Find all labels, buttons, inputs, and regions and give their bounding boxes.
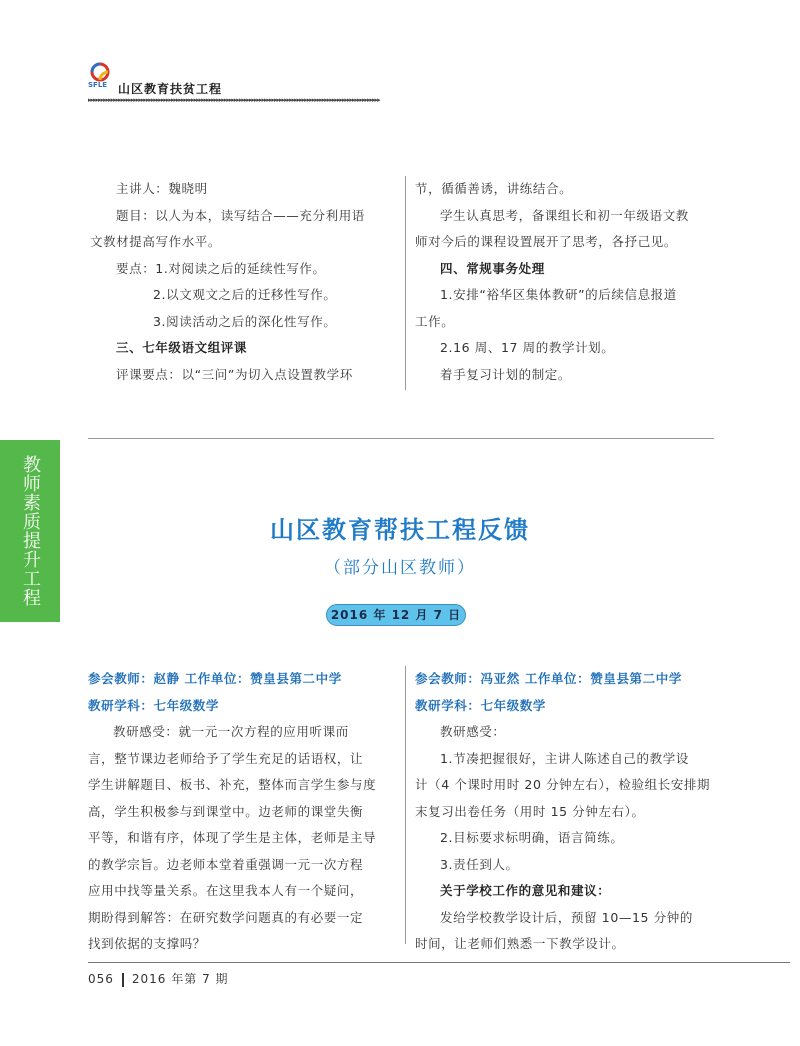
left-body-line: 学生讲解题目、板书、补充，整体而言学生参与度 <box>88 777 377 792</box>
right-line-7: 2.16 周、17 周的教学计划。 <box>440 340 615 355</box>
left-body-line: 平等，和谐有序，体现了学生是主体，老师是主导 <box>88 830 377 845</box>
right-body-line: 2.目标要求标明确，语言简练。 <box>440 830 624 845</box>
section-title: 山区教育帮扶工程反馈 <box>270 516 530 544</box>
right-body-line: 末复习出卷任务（用时 15 分钟左右）。 <box>415 803 645 819</box>
speaker-line: 主讲人：魏晓明 <box>116 181 208 196</box>
header-dotted-divider: ▸▸▸▸▸▸▸▸▸▸▸▸▸▸▸▸▸▸▸▸▸▸▸▸▸▸▸▸▸▸▸▸▸▸▸▸▸▸▸▸▸▸▸▸▸▸▸▸▸▸▸▸▸▸▸▸▸▸▸▸▸▸▸▸▸▸▸▸▸▸▸▸▸▸▸▸▸▸▸▸▸▸▸▸▸▸▸▸▸▸▸▸▸▸▸▸▸▸▸▸▸▸▸▸▸▸▸▸▸▸▸▸▸▸▸▸ <box>88 97 380 103</box>
left-body-line: 期盼得到解答：在研究数学问题真的有必要一定 <box>88 909 364 925</box>
left-body-line: 找到依据的支撑吗？ <box>88 936 206 951</box>
right-body-line: 教研感受： <box>440 724 506 739</box>
bottom-column-divider <box>405 666 406 944</box>
topic-line: 题目：以人为本，读写结合——充分利用语 <box>116 207 365 223</box>
right-line-6: 工作。 <box>415 313 455 329</box>
left-body-line: 言，整节课边老师给予了学生充足的话语权，让 <box>88 750 364 766</box>
right-line-1: 节，循循善诱，讲练结合。 <box>415 181 573 196</box>
left-body-line: 应用中找等量关系。在这里我本人有一个疑问， <box>88 883 364 898</box>
section-subtitle: （部分山区教师） <box>324 558 476 578</box>
right-body-line: 3.责任到人。 <box>440 856 519 872</box>
right-body-line: 计（4 个课时用时 20 分钟左右），检验组长安排期 <box>415 777 711 792</box>
right-teacher-column <box>415 666 717 958</box>
left-body-line: 高，学生积极参与到课堂中。边老师的课堂失衡 <box>88 803 364 819</box>
top-left-column <box>90 176 392 388</box>
left-body-line: 教研感受：就一元一次方程的应用听课而 <box>113 724 349 739</box>
left-body-line: 的教学宗旨。边老师本堂着重强调一元一次方程 <box>88 856 364 872</box>
right-body-line: 时间，让老师们熟悉一下教学设计。 <box>415 936 625 951</box>
page-number: 056 <box>88 972 114 986</box>
header-title: 山区教育扶贫工程 <box>118 82 223 96</box>
right-teacher-info: 参会教师：冯亚然 工作单位：赞皇县第二中学 <box>415 671 682 686</box>
top-right-column <box>415 176 715 388</box>
section-heading-3: 三、七年级语文组评课 <box>116 340 248 355</box>
left-teacher-column <box>88 666 392 958</box>
side-tab-label: 教师素质提升工程 <box>20 455 41 607</box>
right-body-line: 1.节凑把握很好，主讲人陈述自己的教学设 <box>440 750 689 766</box>
section-heading-4: 四、常规事务处理 <box>440 260 545 276</box>
section-divider <box>88 438 714 439</box>
footer-rule <box>88 962 790 963</box>
topic-line-cont: 文教材提高写作水平。 <box>90 234 222 249</box>
left-teacher-subject: 教研学科：七年级数学 <box>88 697 220 713</box>
publication-logo <box>88 62 114 92</box>
issue-label: 2016 年第 7 期 <box>131 972 229 986</box>
right-line-8: 着手复习计划的制定。 <box>440 366 572 382</box>
logo-text: SFLE <box>88 81 108 89</box>
date-badge: 2016 年 12 月 7 日 <box>326 604 466 626</box>
page-header <box>88 62 222 94</box>
right-body-line: 发给学校教学设计后，预留 10—15 分钟的 <box>440 909 693 925</box>
footer-separator <box>122 973 124 987</box>
right-teacher-subject: 教研学科：七年级数学 <box>415 697 547 713</box>
points-line: 要点：1.对阅读之后的延续性写作。 <box>116 260 326 276</box>
suggestions-heading: 关于学校工作的意见和建议： <box>440 883 611 898</box>
review-points-line: 评课要点：以“三问”为切入点设置教学环 <box>116 366 353 382</box>
right-line-2: 学生认真思考，备课组长和初一年级语文教 <box>440 207 689 223</box>
top-column-divider <box>405 176 406 390</box>
right-line-5: 1.安排“裕华区集体教研”的后续信息报道 <box>440 287 677 302</box>
page-footer <box>88 970 229 987</box>
right-line-3: 师对今后的课程设置展开了思考，各抒己见。 <box>415 234 678 249</box>
point-2: 2.以文观文之后的迁移性写作。 <box>153 287 337 302</box>
logo-swirl-icon <box>88 62 112 82</box>
point-3: 3.阅读活动之后的深化性写作。 <box>153 313 337 329</box>
left-teacher-info: 参会教师：赵静 工作单位：赞皇县第二中学 <box>88 671 342 686</box>
